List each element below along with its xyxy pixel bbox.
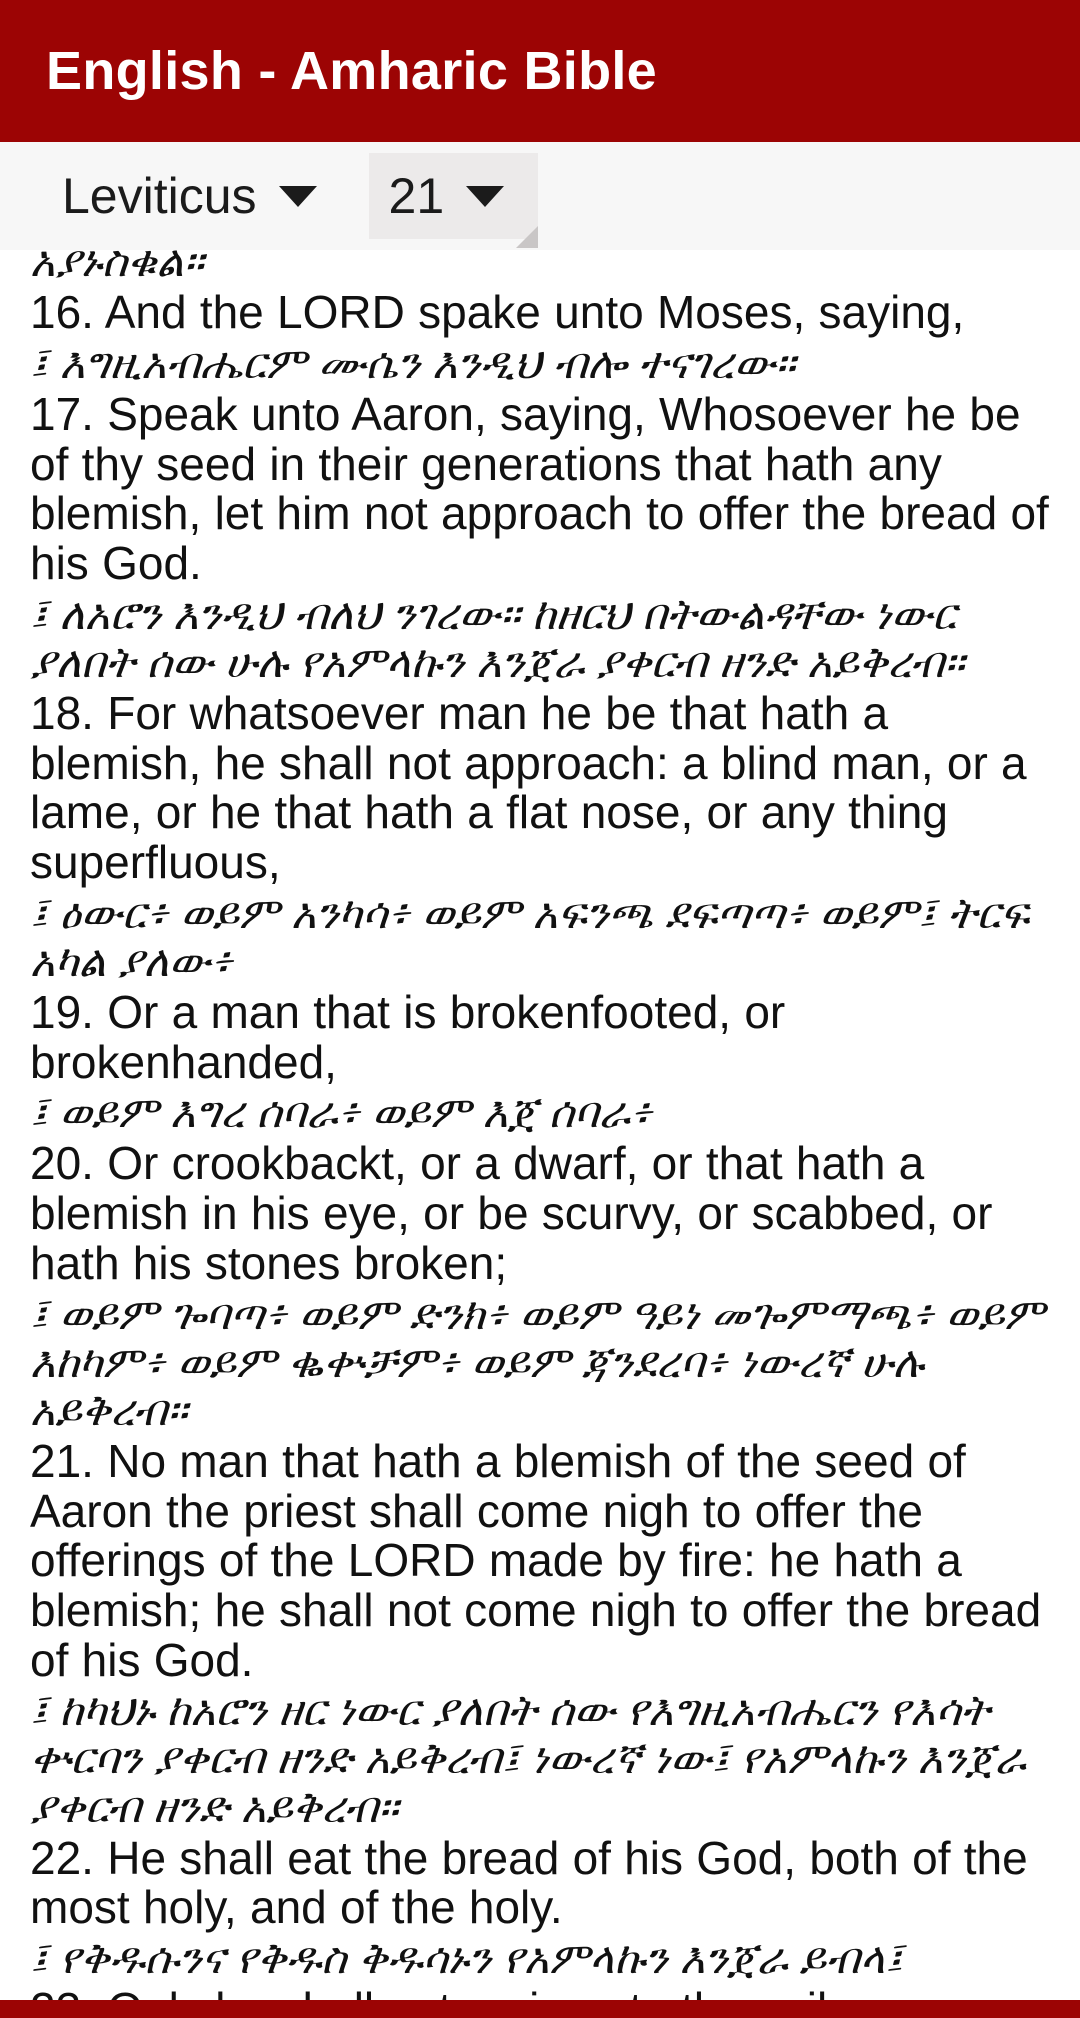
list-item — [30, 288, 1064, 390]
verse-english: 19. Or a man that is brokenfooted, or brokenhanded, — [30, 985, 786, 1088]
scripture-scroll-area[interactable] — [0, 250, 1080, 2018]
verse-amharic: ፤ የቅዱሱንና የቅዱስ ቅዱሳኑን የአምላኩን እንጀራ ይብላ፤ — [30, 1935, 903, 1984]
book-spinner[interactable] — [56, 153, 343, 239]
verse-list — [30, 250, 1064, 2018]
verse-english: 22. He shall eat the bread of his God, both of the most holy, and of the holy. — [30, 1831, 1028, 1934]
verse-english: 17. Speak unto Aaron, saying, Whosoever he be of thy seed in their generations that hath any blemish, let him not approach to offer the bread of his God. — [30, 387, 1049, 589]
bottom-accent-bar — [0, 2000, 1080, 2018]
verse-amharic: ፤ እግዚአብሔርም ሙሴን እንዲህ ብሎ ተናገረው። — [30, 339, 796, 388]
verse-amharic-continued: አያኑስቁል። — [30, 250, 204, 286]
chevron-down-icon — [279, 186, 317, 207]
book-spinner-label: Leviticus — [62, 168, 257, 224]
verse-amharic: ፤ ወይም ጐባጣ፥ ወይም ድንክ፥ ወይም ዓይነ መጐምማጫ፥ ወይም እከካም፥ ወይም ቈቍቻም፥ ወይም ጃንደረባ፥ ነውረኛ ሁሉ አይቅረብ። — [30, 1290, 1045, 1435]
app-title-bar — [0, 0, 1080, 142]
book-chapter-selector-bar — [0, 142, 1080, 250]
list-item — [30, 387, 1064, 689]
list-item — [30, 1434, 1064, 1834]
list-item — [30, 1139, 1064, 1436]
verse-amharic: ፤ ዕውር፥ ወይም አንካሳ፥ ወይም አፍንጫ ደፍጣጣ፥ ወይም፤ ትርፍ አካል ያለው፥ — [30, 889, 1029, 986]
verse-english: 21. No man that hath a blemish of the seed of Aaron the priest shall come nigh to offer the offerings of the LORD made by fire: he hath a blemish; he shall not come nigh to offer the bread of his God. — [30, 1434, 1042, 1686]
list-item — [30, 686, 1064, 988]
list-item — [30, 1831, 1064, 1986]
verse-english: 16. And the LORD spake unto Moses, saying, — [30, 286, 965, 339]
spinner-corner-marker — [516, 226, 538, 248]
list-item — [30, 250, 1064, 288]
chevron-down-icon — [466, 186, 504, 207]
verse-amharic: ፤ ለአሮን እንዲህ ብለህ ንገረው። ከዘርህ በትውልዳቸው ነውር ያለበት ሰው ሁሉ የአምላኩን እንጀራ ያቀርብ ዘንድ አይቅረብ። — [30, 590, 965, 687]
chapter-spinner-label: 21 — [388, 168, 445, 224]
verse-english: 20. Or crookbackt, or a dwarf, or that hath a blemish in his eye, or be scurvy, or scabbed, or hath his stones broken; — [30, 1137, 993, 1289]
chapter-spinner[interactable] — [369, 153, 539, 239]
verse-amharic: ፤ ወይም እግረ ሰባራ፥ ወይም እጀ ሰባራ፥ — [30, 1089, 653, 1138]
list-item — [30, 985, 1064, 1140]
verse-english: 18. For whatsoever man he be that hath a blemish, he shall not approach: a blind man, or a lame, or he that hath a flat nose, or any thing superfluous, — [30, 686, 1027, 888]
app-title: English - Amharic Bible — [46, 41, 657, 101]
verse-amharic: ፤ ከካህኑ ከአሮን ዘር ነውር ያለበት ሰው የእግዚአብሔርን የእሳት ቍርባን ያቀርብ ዘንድ አይቅረብ፤ ነውረኛ ነው፤ የአምላኩን እንጀራ ያቀርብ ዘንድ አይቅረብ። — [30, 1687, 1026, 1832]
